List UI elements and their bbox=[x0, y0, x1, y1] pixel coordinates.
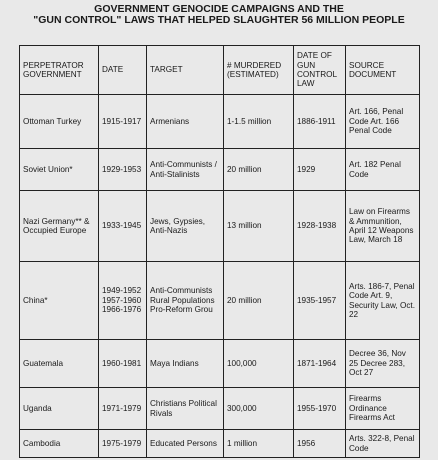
cell-target: Maya Indians bbox=[147, 340, 224, 388]
cell-law-date: 1956 bbox=[294, 430, 346, 458]
cell-date: 1975-1979 bbox=[99, 430, 147, 458]
cell-target: Christians Political Rivals bbox=[147, 388, 224, 430]
cell-law-date: 1928-1938 bbox=[294, 191, 346, 262]
cell-law-date: 1935-1957 bbox=[294, 262, 346, 340]
table-row bbox=[20, 340, 420, 388]
table-row bbox=[20, 430, 420, 458]
cell-date: 1949-1952 1957-1960 1966-1976 bbox=[99, 262, 147, 340]
header-source: SOURCE DOCUMENT bbox=[346, 46, 420, 95]
cell-murdered: 1-1.5 million bbox=[224, 95, 294, 149]
cell-law-date: 1886-1911 bbox=[294, 95, 346, 149]
header-target: TARGET bbox=[147, 46, 224, 95]
cell-murdered: 100,000 bbox=[224, 340, 294, 388]
cell-date: 1915-1917 bbox=[99, 95, 147, 149]
genocide-table bbox=[19, 45, 420, 458]
cell-murdered: 13 million bbox=[224, 191, 294, 262]
cell-government: China* bbox=[20, 262, 99, 340]
cell-source: Decree 36, Nov 25 Decree 283, Oct 27 bbox=[346, 340, 420, 388]
table-row bbox=[20, 262, 420, 340]
page-title-line-1: GOVERNMENT GENOCIDE CAMPAIGNS AND THE bbox=[94, 3, 344, 15]
table-header-row bbox=[20, 46, 420, 95]
cell-government: Ottoman Turkey bbox=[20, 95, 99, 149]
cell-source: Firearms Ordinance Firearms Act bbox=[346, 388, 420, 430]
cell-target: Anti-Communists Rural Populations Pro-Reform Grou bbox=[147, 262, 224, 340]
page-title-line-2: "GUN CONTROL" LAWS THAT HELPED SLAUGHTER 56 MILLION PEOPLE bbox=[33, 14, 405, 26]
cell-source: Arts. 322-8, Penal Code bbox=[346, 430, 420, 458]
table-row bbox=[20, 191, 420, 262]
cell-government: Cambodia bbox=[20, 430, 99, 458]
cell-date: 1960-1981 bbox=[99, 340, 147, 388]
cell-law-date: 1955-1970 bbox=[294, 388, 346, 430]
cell-target: Anti-Communists / Anti-Stalinists bbox=[147, 149, 224, 191]
cell-murdered: 1 million bbox=[224, 430, 294, 458]
cell-source: Art. 166, Penal Code Art. 166 Penal Code bbox=[346, 95, 420, 149]
cell-government: Uganda bbox=[20, 388, 99, 430]
cell-law-date: 1929 bbox=[294, 149, 346, 191]
cell-law-date: 1871-1964 bbox=[294, 340, 346, 388]
cell-murdered: 20 million bbox=[224, 262, 294, 340]
cell-government: Nazi Germany** & Occupied Europe bbox=[20, 191, 99, 262]
header-date: DATE bbox=[99, 46, 147, 95]
header-perpetrator: PERPETRATOR GOVERNMENT bbox=[20, 46, 99, 95]
table-row bbox=[20, 95, 420, 149]
cell-target: Jews, Gypsies, Anti-Nazis bbox=[147, 191, 224, 262]
cell-source: Art. 182 Penal Code bbox=[346, 149, 420, 191]
cell-date: 1933-1945 bbox=[99, 191, 147, 262]
cell-government: Soviet Union* bbox=[20, 149, 99, 191]
header-murdered: # MURDERED (ESTIMATED) bbox=[224, 46, 294, 95]
table-row bbox=[20, 149, 420, 191]
cell-murdered: 300,000 bbox=[224, 388, 294, 430]
cell-source: Law on Firearms & Ammunition, April 12 Weapons Law, March 18 bbox=[346, 191, 420, 262]
table-row bbox=[20, 388, 420, 430]
cell-date: 1929-1953 bbox=[99, 149, 147, 191]
cell-target: Armenians bbox=[147, 95, 224, 149]
cell-source: Arts. 186-7, Penal Code Art. 9, Security Law, Oct. 22 bbox=[346, 262, 420, 340]
cell-date: 1971-1979 bbox=[99, 388, 147, 430]
cell-murdered: 20 million bbox=[224, 149, 294, 191]
cell-government: Guatemala bbox=[20, 340, 99, 388]
cell-target: Educated Persons bbox=[147, 430, 224, 458]
header-law-date: DATE OF GUN CONTROL LAW bbox=[294, 46, 346, 95]
